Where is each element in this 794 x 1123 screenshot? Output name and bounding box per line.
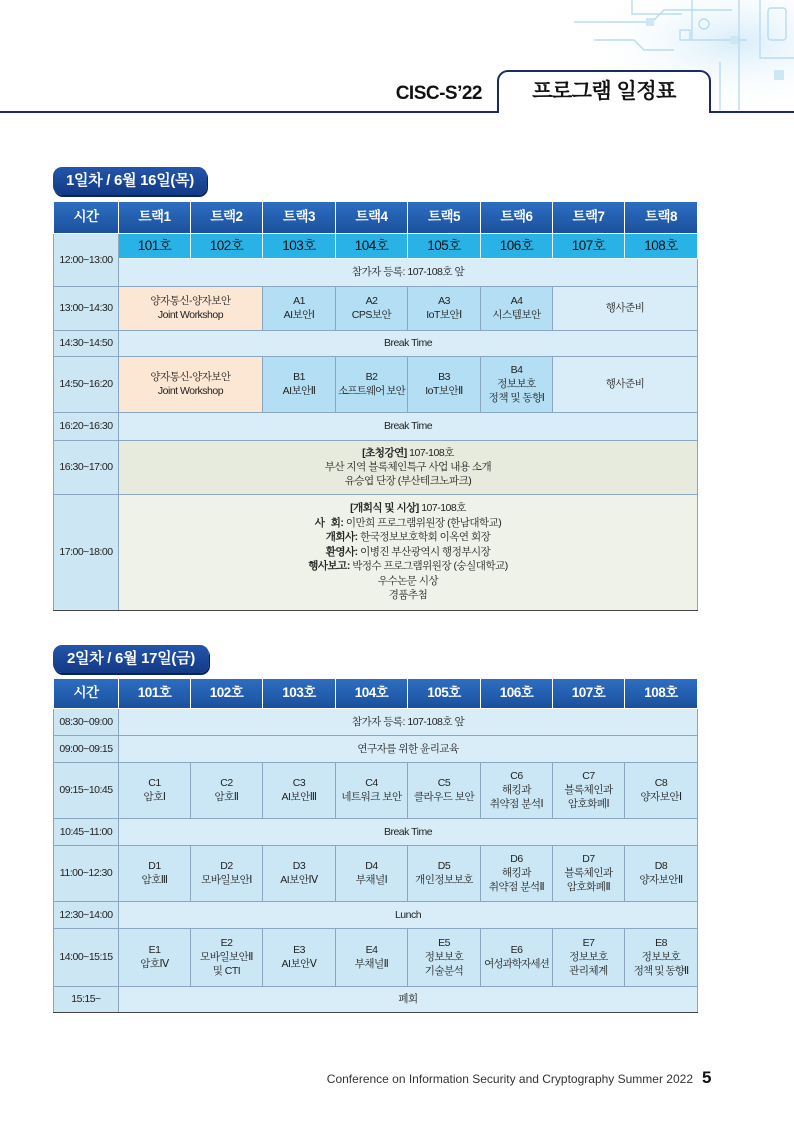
session-title: 정책 및 동향Ⅰ <box>488 392 545 404</box>
session-title: 정보보호 <box>641 951 681 963</box>
column-header: 트랙2 <box>191 202 263 233</box>
text-line <box>120 545 696 560</box>
conference-short-name: CISC-S’22 <box>395 83 482 104</box>
break-cell: Break Time <box>119 330 698 356</box>
session-cell <box>481 356 553 412</box>
event-prep-cell: 행사준비 <box>553 356 698 412</box>
break-cell: Break Time <box>119 818 698 845</box>
time-slot: 09:00~09:15 <box>54 735 119 762</box>
time-slot: 16:30~17:00 <box>54 440 119 494</box>
column-header: 트랙3 <box>263 202 336 233</box>
session-cell <box>481 762 553 818</box>
session-cell <box>481 845 553 901</box>
room-label: 106호 <box>481 233 553 258</box>
session-code: E1 <box>148 944 161 956</box>
session-cell <box>191 762 263 818</box>
text-line <box>120 501 696 516</box>
day1-title: 1일차 / 6월 16일(목) <box>53 167 207 195</box>
column-header: 107호 <box>553 679 625 708</box>
column-header: 트랙4 <box>336 202 408 233</box>
day2-session-e-row <box>54 928 698 986</box>
session-title: 여성과학자세션 <box>484 958 549 970</box>
column-header: 트랙8 <box>625 202 698 233</box>
day2-header-row <box>54 679 698 708</box>
time-slot: 14:00~15:15 <box>54 928 119 986</box>
session-code: C5 <box>437 777 451 789</box>
session-code: E8 <box>655 937 667 949</box>
session-title: 취약점 분석Ⅰ <box>489 798 544 810</box>
invited-talk-title: 부산 지역 블록체인특구 사업 내용 소개 <box>324 461 492 473</box>
session-code: C4 <box>365 777 378 789</box>
session-title: 블록체인과 <box>564 867 613 879</box>
column-header: 105호 <box>408 679 481 708</box>
column-header: 108호 <box>625 679 698 708</box>
time-slot: 13:00~14:30 <box>54 286 119 330</box>
session-title: 및 CTI <box>212 965 241 977</box>
role-person: 박정수 프로그램위원장 (숭실대학교) <box>352 560 508 573</box>
session-title: 암호Ⅲ <box>141 874 168 886</box>
workshop-subtitle: Joint Workshop <box>157 385 224 397</box>
opening-ceremony-cell <box>119 494 698 610</box>
column-header: 트랙6 <box>481 202 553 233</box>
time-slot: 14:50~16:20 <box>54 356 119 412</box>
session-title: 개인정보보호 <box>415 874 473 886</box>
session-title: 정보보호 <box>569 951 608 963</box>
session-title: CPS보안 <box>351 309 392 321</box>
session-title: 취약점 분석Ⅱ <box>488 881 545 893</box>
column-header: 102호 <box>191 679 263 708</box>
session-code: D7 <box>582 853 595 865</box>
time-slot: 15:15~ <box>54 986 119 1012</box>
time-slot: 17:00~18:00 <box>54 494 119 610</box>
invited-talk-speaker: 유승엽 단장 (부산테크노파크) <box>344 475 472 487</box>
day2-lunch-row <box>54 901 698 928</box>
session-title: 부채널Ⅱ <box>354 958 389 970</box>
event-prep-cell: 행사준비 <box>553 286 698 330</box>
day2-title: 2일차 / 6월 17일(금) <box>53 645 209 673</box>
page-title: 프로그램 일정표 <box>497 70 711 113</box>
room-label: 102호 <box>191 233 263 258</box>
session-title: 암호Ⅳ <box>140 958 169 970</box>
session-title: 부채널Ⅰ <box>355 874 388 886</box>
footer-conference-name: Conference on Information Security and Cryptography Summer 2022 <box>326 1072 693 1086</box>
session-title: 양자보안Ⅱ <box>639 874 683 886</box>
session-title: AI보안Ⅲ <box>281 791 317 803</box>
time-slot: 11:00~12:30 <box>54 845 119 901</box>
session-title: 블록체인과 <box>564 784 613 796</box>
session-cell <box>263 845 336 901</box>
session-title: 네트워크 보안 <box>341 791 402 803</box>
session-title: 정보보호 <box>497 378 536 390</box>
session-title: 정책 및 동향Ⅱ <box>633 965 689 977</box>
day1-opening-row <box>54 494 698 610</box>
room-label: 104호 <box>336 233 408 258</box>
column-header: 시간 <box>54 202 119 233</box>
session-title: 암호화폐Ⅱ <box>566 881 611 893</box>
session-code: D5 <box>437 860 451 872</box>
session-title: IoT보안Ⅱ <box>425 385 463 397</box>
session-title: IoT보안Ⅰ <box>426 309 462 321</box>
session-cell <box>336 762 408 818</box>
session-code: C7 <box>582 770 595 782</box>
room-label: 108호 <box>625 233 698 258</box>
session-cell <box>553 845 625 901</box>
time-slot: 12:30~14:00 <box>54 901 119 928</box>
session-code: D8 <box>654 860 668 872</box>
session-cell <box>553 762 625 818</box>
session-title: 정보보호 <box>424 951 464 963</box>
day1-registration-row <box>54 258 698 286</box>
session-code: D2 <box>220 860 233 872</box>
invited-talk-room: 107-108호 <box>409 447 454 459</box>
session-code: C2 <box>220 777 233 789</box>
session-cell <box>408 286 481 330</box>
role-label: 환영사: <box>325 545 358 558</box>
workshop-cell <box>119 356 263 412</box>
page-number: 5 <box>702 1068 712 1087</box>
session-cell <box>191 928 263 986</box>
time-slot: 08:30~09:00 <box>54 708 119 735</box>
break-cell: Break Time <box>119 412 698 440</box>
session-code: A2 <box>365 295 378 307</box>
lunch-cell: Lunch <box>119 901 698 928</box>
workshop-subtitle: Joint Workshop <box>157 309 224 321</box>
room-label: 101호 <box>119 233 191 258</box>
day1-session-b-row <box>54 356 698 412</box>
role-person: 이병진 부산광역시 행정부시장 <box>360 545 491 558</box>
session-title: 양자보안Ⅰ <box>640 791 682 803</box>
session-title: 소프트웨어 보안 <box>338 385 405 397</box>
session-cell <box>263 286 336 330</box>
session-code: B4 <box>510 364 523 376</box>
session-cell <box>263 356 336 412</box>
session-code: D1 <box>148 860 161 872</box>
session-title: 암호Ⅰ <box>143 791 166 803</box>
session-code: D6 <box>510 853 523 865</box>
session-title: AI보안Ⅰ <box>283 309 315 321</box>
column-header: 트랙5 <box>408 202 481 233</box>
session-cell <box>263 762 336 818</box>
session-title: 기술분석 <box>424 965 464 977</box>
text-line <box>120 516 696 531</box>
opening-label: [개회식 및 시상] <box>350 502 419 515</box>
session-title: 클라우드 보안 <box>413 791 475 803</box>
session-code: C6 <box>510 770 523 782</box>
day2-ethics-row <box>54 735 698 762</box>
session-cell <box>625 845 698 901</box>
day2-session-d-row <box>54 845 698 901</box>
column-header: 104호 <box>336 679 408 708</box>
session-code: E3 <box>293 944 305 956</box>
session-cell <box>119 845 191 901</box>
day2-schedule-table <box>53 679 698 1013</box>
role-person: 한국정보보호학회 이옥연 회장 <box>360 531 491 544</box>
session-code: E6 <box>510 944 523 956</box>
column-header: 트랙1 <box>119 202 191 233</box>
session-cell <box>481 286 553 330</box>
day1-schedule-table <box>53 202 698 611</box>
session-code: E4 <box>365 944 378 956</box>
session-cell <box>553 928 625 986</box>
session-code: B3 <box>438 371 450 383</box>
session-cell <box>408 762 481 818</box>
day1-header-row <box>54 202 698 233</box>
time-slot: 16:20~16:30 <box>54 412 119 440</box>
session-code: C3 <box>292 777 306 789</box>
time-slot: 09:15~10:45 <box>54 762 119 818</box>
session-title: 모바일보안Ⅱ <box>200 951 253 963</box>
role-person: 이만희 프로그램위원장 (한남대학교) <box>345 516 502 529</box>
day2-closing-row <box>54 986 698 1012</box>
room-label: 107호 <box>553 233 625 258</box>
session-code: A3 <box>438 295 450 307</box>
workshop-cell <box>119 286 263 330</box>
invited-talk-label: [초청강연] <box>362 447 407 459</box>
text-line <box>120 446 696 460</box>
session-code: C8 <box>654 777 668 789</box>
workshop-title: 양자통신-양자보안 <box>150 295 231 307</box>
session-code: E5 <box>438 937 450 949</box>
day2-session-c-row <box>54 762 698 818</box>
session-title: 시스템보안 <box>492 309 541 321</box>
day1-invited-talk-row <box>54 440 698 494</box>
session-code: C1 <box>148 777 161 789</box>
day1-session-a-row <box>54 286 698 330</box>
session-cell <box>625 928 698 986</box>
session-title: 관리체계 <box>569 965 608 977</box>
room-label: 103호 <box>263 233 336 258</box>
session-cell <box>408 356 481 412</box>
session-cell <box>481 928 553 986</box>
session-title: 암호Ⅱ <box>214 791 239 803</box>
session-cell <box>119 928 191 986</box>
session-title: 암호화폐Ⅰ <box>567 798 610 810</box>
day1-break-row <box>54 330 698 356</box>
time-slot: 10:45~11:00 <box>54 818 119 845</box>
room-label: 105호 <box>408 233 481 258</box>
role-label: 행사보고: <box>308 560 350 573</box>
session-code: A4 <box>510 295 523 307</box>
session-code: B2 <box>365 371 378 383</box>
session-cell <box>408 928 481 986</box>
day2-registration-row <box>54 708 698 735</box>
session-cell <box>191 845 263 901</box>
session-title: AI보안Ⅴ <box>281 958 317 970</box>
session-code: D3 <box>292 860 306 872</box>
session-title: 해킹과 <box>502 867 531 879</box>
column-header: 106호 <box>481 679 553 708</box>
text-line <box>120 530 696 545</box>
prize-draw-line: 경품추첨 <box>388 589 428 602</box>
registration-cell: 참가자 등록: 107-108호 앞 <box>119 708 698 735</box>
closing-cell: 폐회 <box>119 986 698 1012</box>
day1-room-row <box>54 233 698 258</box>
role-label: 사 회: <box>314 516 344 529</box>
opening-room: 107-108호 <box>421 502 466 515</box>
time-slot: 14:30~14:50 <box>54 330 119 356</box>
session-cell <box>408 845 481 901</box>
session-cell <box>336 286 408 330</box>
session-cell <box>119 762 191 818</box>
ethics-education-cell: 연구자를 위한 윤리교육 <box>119 735 698 762</box>
session-code: D4 <box>365 860 378 872</box>
session-code: A1 <box>293 295 305 307</box>
workshop-title: 양자통신-양자보안 <box>150 371 231 383</box>
session-cell <box>336 356 408 412</box>
award-line: 우수논문 시상 <box>377 574 439 587</box>
day2-break-row <box>54 818 698 845</box>
time-slot: 12:00~13:00 <box>54 233 119 286</box>
session-cell <box>263 928 336 986</box>
column-header: 101호 <box>119 679 191 708</box>
session-code: B1 <box>293 371 305 383</box>
role-label: 개회사: <box>325 531 358 544</box>
session-cell <box>336 845 408 901</box>
column-header: 시간 <box>54 679 119 708</box>
day1-break-row <box>54 412 698 440</box>
session-code: E7 <box>582 937 595 949</box>
column-header: 103호 <box>263 679 336 708</box>
column-header: 트랙7 <box>553 202 625 233</box>
text-line <box>120 559 696 574</box>
session-title: 해킹과 <box>502 784 531 796</box>
session-cell <box>625 762 698 818</box>
invited-talk-cell <box>119 440 698 494</box>
session-title: AI보안Ⅱ <box>282 385 316 397</box>
session-title: 모바일보안Ⅰ <box>201 874 252 886</box>
session-code: E2 <box>220 937 233 949</box>
session-cell <box>336 928 408 986</box>
registration-cell: 참가자 등록: 107-108호 앞 <box>119 258 698 286</box>
session-title: AI보안Ⅳ <box>280 874 318 886</box>
